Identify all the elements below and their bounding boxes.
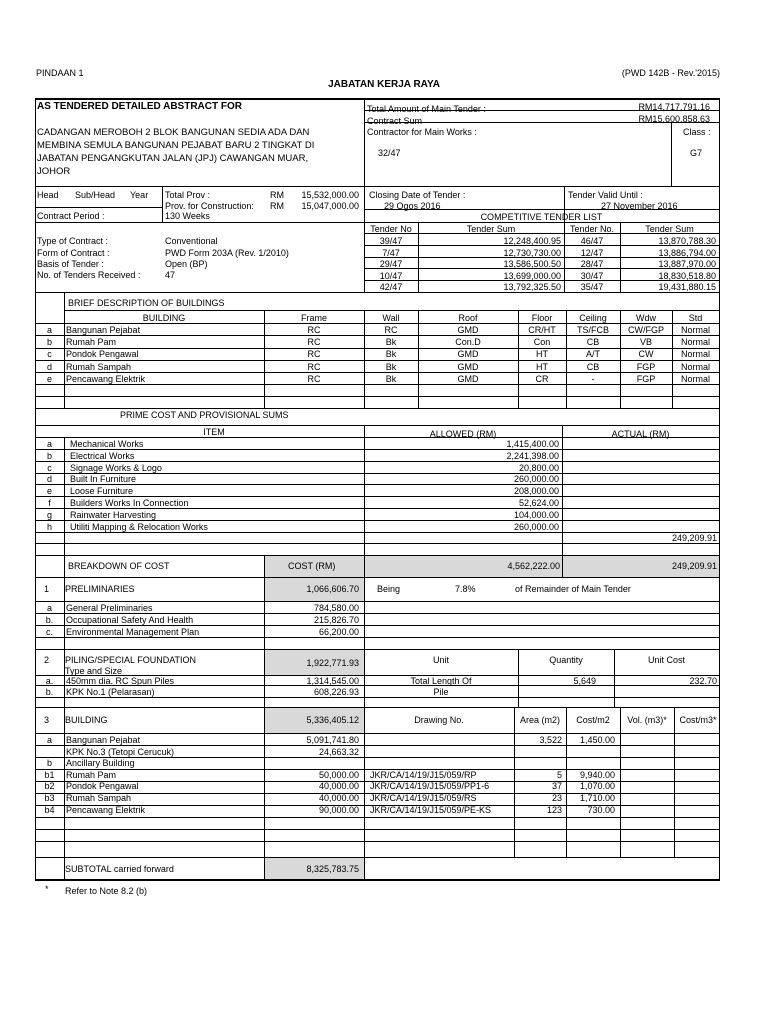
building-cost-name: Rumah Sampah xyxy=(66,793,132,803)
building-cost-row-letter: b xyxy=(46,758,52,769)
grid-line xyxy=(35,396,720,397)
prime-item-name: Rainwater Harvesting xyxy=(70,509,157,520)
tender-cell: 29/47 xyxy=(379,259,403,270)
building-row-letter: a xyxy=(46,325,52,335)
contract-type-value: Conventional xyxy=(165,236,218,246)
grid-line xyxy=(562,555,563,577)
prime-row-letter: d xyxy=(46,474,52,485)
total-prov-currency: RM xyxy=(270,190,284,200)
prime-row-letter: g xyxy=(46,509,52,520)
breakdown-title: BREAKDOWN OF COST xyxy=(68,561,170,571)
building-cost-name: Pondok Pengawal xyxy=(66,781,139,792)
allowed-total: 4,562,222.00 xyxy=(507,561,560,571)
abstract-heading: AS TENDERED DETAILED ABSTRACT FOR xyxy=(37,101,242,112)
grid-line xyxy=(162,186,163,222)
period-label: Contract Period : xyxy=(37,211,105,221)
grid-line xyxy=(64,437,65,555)
piling-unit-header: Unit xyxy=(432,655,449,665)
pindaan-label: PINDAAN 1 xyxy=(36,68,84,78)
grid-line xyxy=(35,707,720,708)
grid-line xyxy=(35,186,720,187)
prelim-value: 1,066,606.70 xyxy=(306,584,359,594)
grid-line xyxy=(35,879,720,880)
grid-line xyxy=(35,757,720,758)
prime-allowed-value: 260,000.00 xyxy=(513,521,559,532)
piling-qty-header: Quantity xyxy=(549,655,583,665)
actual-total: 249,209.91 xyxy=(671,561,717,571)
building-cost-value: 40,000.00 xyxy=(318,781,359,792)
piling-unit-value: Total Length Of xyxy=(410,676,472,686)
subtotal-label: SUBTOTAL carried forward xyxy=(65,864,174,874)
total-prov-value: 15,532,000.00 xyxy=(301,190,359,200)
grid-line xyxy=(35,408,720,409)
building-cost-name: KPK No.3 (Tetopi Cerucuk) xyxy=(66,746,175,757)
grid-line xyxy=(64,310,720,311)
project-line: JABATAN PENGANGKUTAN JALAN (JPJ) CAWANGAN MUAR, xyxy=(37,153,309,164)
prelim-row-letter: b. xyxy=(45,615,54,625)
prime-allowed-value: 2,241,398.00 xyxy=(506,450,559,461)
grid-line xyxy=(35,384,720,385)
building-attribute: Normal xyxy=(680,361,710,372)
prime-row-letter: h xyxy=(46,521,52,532)
grid-line xyxy=(35,697,720,698)
building-attribute: GMD xyxy=(457,349,479,360)
prime-row-letter: c xyxy=(47,462,52,473)
building-attribute: Con.D xyxy=(455,337,481,348)
building-attribute: RC xyxy=(307,349,321,360)
project-line: CADANGAN MEROBOH 2 BLOK BANGUNAN SEDIA ADA DAN xyxy=(37,127,310,138)
grid-line xyxy=(35,532,720,533)
piling-item-name: KPK No.1 (Pelarasan) xyxy=(66,687,155,697)
building-cost-m2: 1,710.00 xyxy=(579,793,615,803)
building-cost-row-letter: b2 xyxy=(44,781,55,792)
building-attribute: Bk xyxy=(385,373,397,384)
contract-sum-value: RM15,600,858.63 xyxy=(638,114,710,124)
prime-allowed-value: 260,000.00 xyxy=(513,474,559,485)
building-cost-m2: 1,070.00 xyxy=(579,781,615,792)
building-column-header: Roof xyxy=(458,313,478,323)
grid-line xyxy=(364,98,365,186)
piling-unit-value-2: Pile xyxy=(433,687,449,697)
building-column-header: Frame xyxy=(300,313,327,323)
building-column-header: Wdw xyxy=(636,313,656,323)
tender-sum-header: Tender Sum xyxy=(645,224,694,234)
subhead-label: Sub/Head xyxy=(75,190,116,200)
vol-header: Vol. (m3)* xyxy=(627,715,667,725)
building-drawing-no: JKR/CA/14/19/J15/059/RS xyxy=(370,793,477,803)
tender-cell: 42/47 xyxy=(379,282,403,293)
prov-construction-label: Prov. for Construction: xyxy=(165,201,254,211)
prime-allowed-value: 208,000.00 xyxy=(513,486,559,497)
prelim-item-value: 66,200.00 xyxy=(318,627,359,637)
grid-line xyxy=(35,733,720,734)
competitive-list-title: COMPETITIVE TENDER LIST xyxy=(480,212,603,222)
building-attribute: GMD xyxy=(457,373,479,384)
tender-cell: 13,887,970.00 xyxy=(658,259,716,270)
building-cost-m2: 730.00 xyxy=(587,804,615,815)
contract-form-value: PWD Form 203A (Rev. 1/2010) xyxy=(165,248,289,258)
building-attribute: GMD xyxy=(457,361,479,372)
prelim-title: PRELIMINARIES xyxy=(65,584,135,594)
piling-title: PILING/SPECIAL FOUNDATION xyxy=(65,655,197,665)
subtotal-value: 8,325,783.75 xyxy=(306,864,359,874)
building-attribute: Bk xyxy=(385,349,397,360)
prov-construction-value: 15,047,000.00 xyxy=(301,201,359,211)
footnote-text: Refer to Note 8.2 (b) xyxy=(65,886,148,896)
tender-cell: 10/47 xyxy=(379,270,403,281)
building-cost-value: 90,000.00 xyxy=(318,804,359,815)
building-cost-name: Bangunan Pejabat xyxy=(66,735,141,745)
building-column-header: Wall xyxy=(382,313,400,323)
tender-cell: 12,730,730.00 xyxy=(503,247,561,258)
grid-line xyxy=(35,555,720,556)
grid-line xyxy=(620,707,621,857)
prelim-percent: 7.8% xyxy=(455,584,476,594)
tender-cell: 13,699,000.00 xyxy=(503,270,561,281)
building-attribute: - xyxy=(591,373,595,384)
cost-m3-header: Cost/m3* xyxy=(679,715,717,725)
total-main-value: RM14,717,791.16 xyxy=(638,102,710,112)
tender-cell: 13,870,788.30 xyxy=(658,236,716,246)
contractor-label: Contractor for Main Works : xyxy=(367,127,477,137)
building-attribute: TS/FCB xyxy=(576,325,609,335)
form-reference: (PWD 142B - Rev.'2015) xyxy=(621,68,720,78)
building-number: 3 xyxy=(44,715,50,725)
building-row-letter: c xyxy=(47,349,52,360)
tender-cell: 35/47 xyxy=(580,282,604,293)
building-attribute: Normal xyxy=(680,337,710,348)
piling-item-value: 1,314,545.00 xyxy=(306,676,359,686)
tender-cell: 7/47 xyxy=(382,247,400,258)
piling-number: 2 xyxy=(44,655,50,665)
building-attribute: Bk xyxy=(385,361,397,372)
contract-sum-label: Contract Sum xyxy=(367,116,423,126)
project-description xyxy=(37,126,314,178)
tender-cell: 18,830,518.80 xyxy=(658,270,716,281)
prime-item-name: Signage Works & Logo xyxy=(70,462,162,473)
prelim-item-value: 215,826.70 xyxy=(313,615,359,625)
grid-line xyxy=(35,207,163,208)
building-drawing-no: JKR/CA/14/19/J15/059/RP xyxy=(370,769,477,780)
building-cost-row-letter: b1 xyxy=(44,769,55,780)
building-cost-row-letter: b4 xyxy=(44,804,55,815)
prime-row-letter: a xyxy=(46,439,52,449)
grid-line xyxy=(35,543,720,544)
building-attribute: Normal xyxy=(680,373,710,384)
building-attribute: HT xyxy=(536,349,548,360)
item-header: ITEM xyxy=(203,427,225,437)
building-column-header: Floor xyxy=(531,313,553,323)
grid-line xyxy=(671,122,672,186)
grid-line xyxy=(35,222,720,223)
building-name: Rumah Pam xyxy=(66,337,117,348)
page-title: JABATAN KERJA RAYA xyxy=(328,79,440,90)
total-prov-label: Total Prov : xyxy=(165,190,211,200)
building-attribute: HT xyxy=(536,361,548,372)
building-attribute: Normal xyxy=(680,349,710,360)
building-cost-row-letter: a xyxy=(46,735,52,745)
building-attribute: CR xyxy=(535,373,549,384)
building-attribute: FGP xyxy=(636,373,656,384)
grid-line xyxy=(35,637,720,638)
actual-header: ACTUAL (RM) xyxy=(611,429,670,439)
building-name: Pencawang Elektrik xyxy=(66,373,146,384)
class-value: G7 xyxy=(690,148,703,158)
building-attribute: CW/FGP xyxy=(628,325,664,335)
tender-sum-header: Tender Sum xyxy=(466,224,516,234)
prelim-item-value: 784,580.00 xyxy=(313,603,359,613)
building-cost-value: 40,000.00 xyxy=(318,793,359,803)
building-cost-value: 24,663.32 xyxy=(318,746,359,757)
grid-line xyxy=(35,601,720,602)
building-cost-name: Pencawang Elektrik xyxy=(66,804,146,815)
grid-line xyxy=(35,649,720,650)
tender-cell: 12,248,400.95 xyxy=(503,236,561,246)
building-attribute: RC xyxy=(307,325,321,335)
prime-cost-title: PRIME COST AND PROVISIONAL SUMS xyxy=(120,410,289,420)
grid-line xyxy=(35,425,720,426)
prelim-item-name: Occupational Safety And Health xyxy=(66,615,194,625)
class-label: Class : xyxy=(683,127,711,137)
building-attribute: RC xyxy=(307,337,321,348)
piling-value: 1,922,771.93 xyxy=(306,658,359,668)
grid-line xyxy=(35,841,720,842)
closing-date-value: 29 Ogos 2016 xyxy=(384,201,441,211)
building-attribute: RC xyxy=(307,373,321,384)
building-attribute: Con xyxy=(533,337,551,348)
tender-cell: 13,886,794.00 xyxy=(658,247,716,258)
piling-row-letter: a. xyxy=(45,676,54,686)
piling-unitcost-value: 232.70 xyxy=(689,676,717,686)
building-name: Bangunan Pejabat xyxy=(66,325,141,335)
tender-cell: 13,586,500.50 xyxy=(503,259,561,270)
tender-cell: 28/47 xyxy=(580,259,604,270)
building-cost-m2: 9,940.00 xyxy=(579,769,615,780)
prelim-item-name: Environmental Management Plan xyxy=(66,627,200,637)
grid-line xyxy=(35,335,720,336)
prime-allowed-value: 1,415,400.00 xyxy=(506,439,559,449)
contract-type-label: Type of Contract : xyxy=(37,236,109,246)
building-attribute: VB xyxy=(639,337,652,348)
building-name: Rumah Sampah xyxy=(66,361,132,372)
prime-item-name: Utiliti Mapping & Relocation Works xyxy=(70,521,208,532)
piling-row-letter: b. xyxy=(45,687,54,697)
prelim-row-letter: c. xyxy=(45,627,53,637)
building-name: Pondok Pengawal xyxy=(66,349,139,360)
grid-line xyxy=(674,707,675,857)
grid-line xyxy=(35,323,720,324)
cost-header: COST (RM) xyxy=(288,561,336,571)
grid-line xyxy=(35,829,720,830)
prime-allowed-value: 52,624.00 xyxy=(518,498,559,508)
grid-line xyxy=(35,98,720,100)
head-label: Head xyxy=(37,190,59,200)
prov-construction-currency: RM xyxy=(270,201,284,211)
valid-until-value: 27 November 2016 xyxy=(601,201,678,211)
building-value: 5,336,405.12 xyxy=(306,715,359,725)
building-column-header: BUILDING xyxy=(142,313,186,323)
piling-qty-value: 5,649 xyxy=(573,676,596,686)
prime-row-letter: e xyxy=(46,486,52,497)
tender-basis-value: Open (BP) xyxy=(165,259,208,269)
building-column-header: Std xyxy=(688,313,703,323)
building-title: BUILDING xyxy=(65,715,108,725)
building-drawing-no: JKR/CA/14/19/J15/059/PP1-6 xyxy=(370,781,490,792)
prime-item-name: Built In Furniture xyxy=(70,474,137,485)
actual-subtotal: 249,209.91 xyxy=(671,533,717,543)
building-cost-name: Ancillary Building xyxy=(66,758,135,769)
contractor-value: 32/47 xyxy=(378,148,401,158)
building-area: 23 xyxy=(551,793,562,803)
tender-cell: 12/47 xyxy=(580,247,604,258)
building-attribute: FGP xyxy=(636,361,656,372)
area-header: Area (m2) xyxy=(519,715,560,725)
building-attribute: Bk xyxy=(385,337,397,348)
prime-allowed-value: 104,000.00 xyxy=(513,509,559,520)
prelim-remainder: of Remainder of Main Tender xyxy=(515,584,631,594)
prime-item-name: Builders Works In Connection xyxy=(70,498,189,508)
building-row-letter: b xyxy=(46,337,52,348)
piling-unitcost-header: Unit Cost xyxy=(647,655,685,665)
piling-subtitle: Type and Size xyxy=(65,666,123,676)
tender-cell: 19,431,880.15 xyxy=(658,282,716,293)
building-attribute: CR/HT xyxy=(528,325,556,335)
building-cost-value: 5,091,741.80 xyxy=(306,735,359,745)
building-attribute: CB xyxy=(586,361,600,372)
building-attribute: RC xyxy=(384,325,398,335)
grid-line xyxy=(35,613,720,614)
tenders-received-label: No. of Tenders Received : xyxy=(37,270,141,280)
tender-no-header: Tender No xyxy=(370,224,412,234)
building-attribute: CB xyxy=(586,337,600,348)
building-area: 123 xyxy=(546,804,562,815)
building-attribute: GMD xyxy=(457,325,479,335)
prelim-being: Being xyxy=(377,584,401,594)
tenders-received-value: 47 xyxy=(165,270,176,280)
grid-line xyxy=(35,577,720,578)
tender-cell: 46/47 xyxy=(580,236,604,246)
project-line: MEMBINA SEMULA BANGUNAN PEJABAT BARU 2 TINGKAT DI xyxy=(37,140,315,151)
footnote-star: * xyxy=(45,884,49,894)
period-value: 130 Weeks xyxy=(165,211,210,221)
piling-item-name: 450mm dia. RC Spun Piles xyxy=(66,676,175,686)
grid-line xyxy=(35,625,720,626)
building-drawing-no: JKR/CA/14/19/J15/059/PE-KS xyxy=(370,804,492,815)
buildings-title: BRIEF DESCRIPTION OF BUILDINGS xyxy=(68,298,225,308)
building-area: 37 xyxy=(551,781,562,792)
building-attribute: A/T xyxy=(585,349,600,360)
grid-line xyxy=(562,425,563,555)
building-row-letter: d xyxy=(46,361,52,372)
prime-allowed-value: 20,800.00 xyxy=(518,462,559,473)
drawing-no-header: Drawing No. xyxy=(414,715,464,725)
prelim-row-letter: a xyxy=(46,603,52,613)
grid-line xyxy=(35,880,720,881)
project-line: JOHOR xyxy=(37,166,71,177)
building-row-letter: e xyxy=(46,373,52,384)
tender-no-header: Tender No. xyxy=(569,224,615,234)
contract-form-label: Form of Contract : xyxy=(37,248,110,258)
tender-basis-label: Basis of Tender : xyxy=(37,259,104,269)
building-area: 5 xyxy=(556,769,562,780)
piling-item-value: 608,226.93 xyxy=(313,687,359,697)
prime-item-name: Mechanical Works xyxy=(70,439,144,449)
prime-item-name: Electrical Works xyxy=(70,450,135,461)
prelim-number: 1 xyxy=(44,584,50,594)
building-cost-row-letter: b3 xyxy=(44,793,55,803)
closing-date-label: Closing Date of Tender : xyxy=(369,190,466,200)
valid-until-label: Tender Valid Until : xyxy=(568,190,643,200)
total-main-label: Total Amount of Main Tender : xyxy=(367,104,486,114)
building-attribute: Normal xyxy=(680,325,710,335)
building-cost-m2: 1,450.00 xyxy=(579,735,615,745)
allowed-header: ALLOWED (RM) xyxy=(429,429,497,439)
building-attribute: RC xyxy=(307,361,321,372)
tender-cell: 39/47 xyxy=(379,236,403,246)
prime-item-name: Loose Furniture xyxy=(70,486,134,497)
prime-row-letter: b xyxy=(46,450,52,461)
grid-line xyxy=(35,817,720,818)
building-attribute: CW xyxy=(638,349,654,360)
year-label: Year xyxy=(130,190,149,200)
building-area: 3,522 xyxy=(539,735,562,745)
cost-m2-header: Cost/m2 xyxy=(576,715,610,725)
grid-line xyxy=(35,857,720,858)
tender-cell: 30/47 xyxy=(580,270,604,281)
building-column-header: Ceiling xyxy=(579,313,607,323)
tender-cell: 13,792,325.50 xyxy=(503,282,561,293)
grid-line xyxy=(719,98,720,880)
prime-row-letter: f xyxy=(48,498,51,508)
prelim-item-name: General Preliminaries xyxy=(66,603,153,613)
building-cost-value: 50,000.00 xyxy=(318,769,359,780)
building-cost-name: Rumah Pam xyxy=(66,769,117,780)
